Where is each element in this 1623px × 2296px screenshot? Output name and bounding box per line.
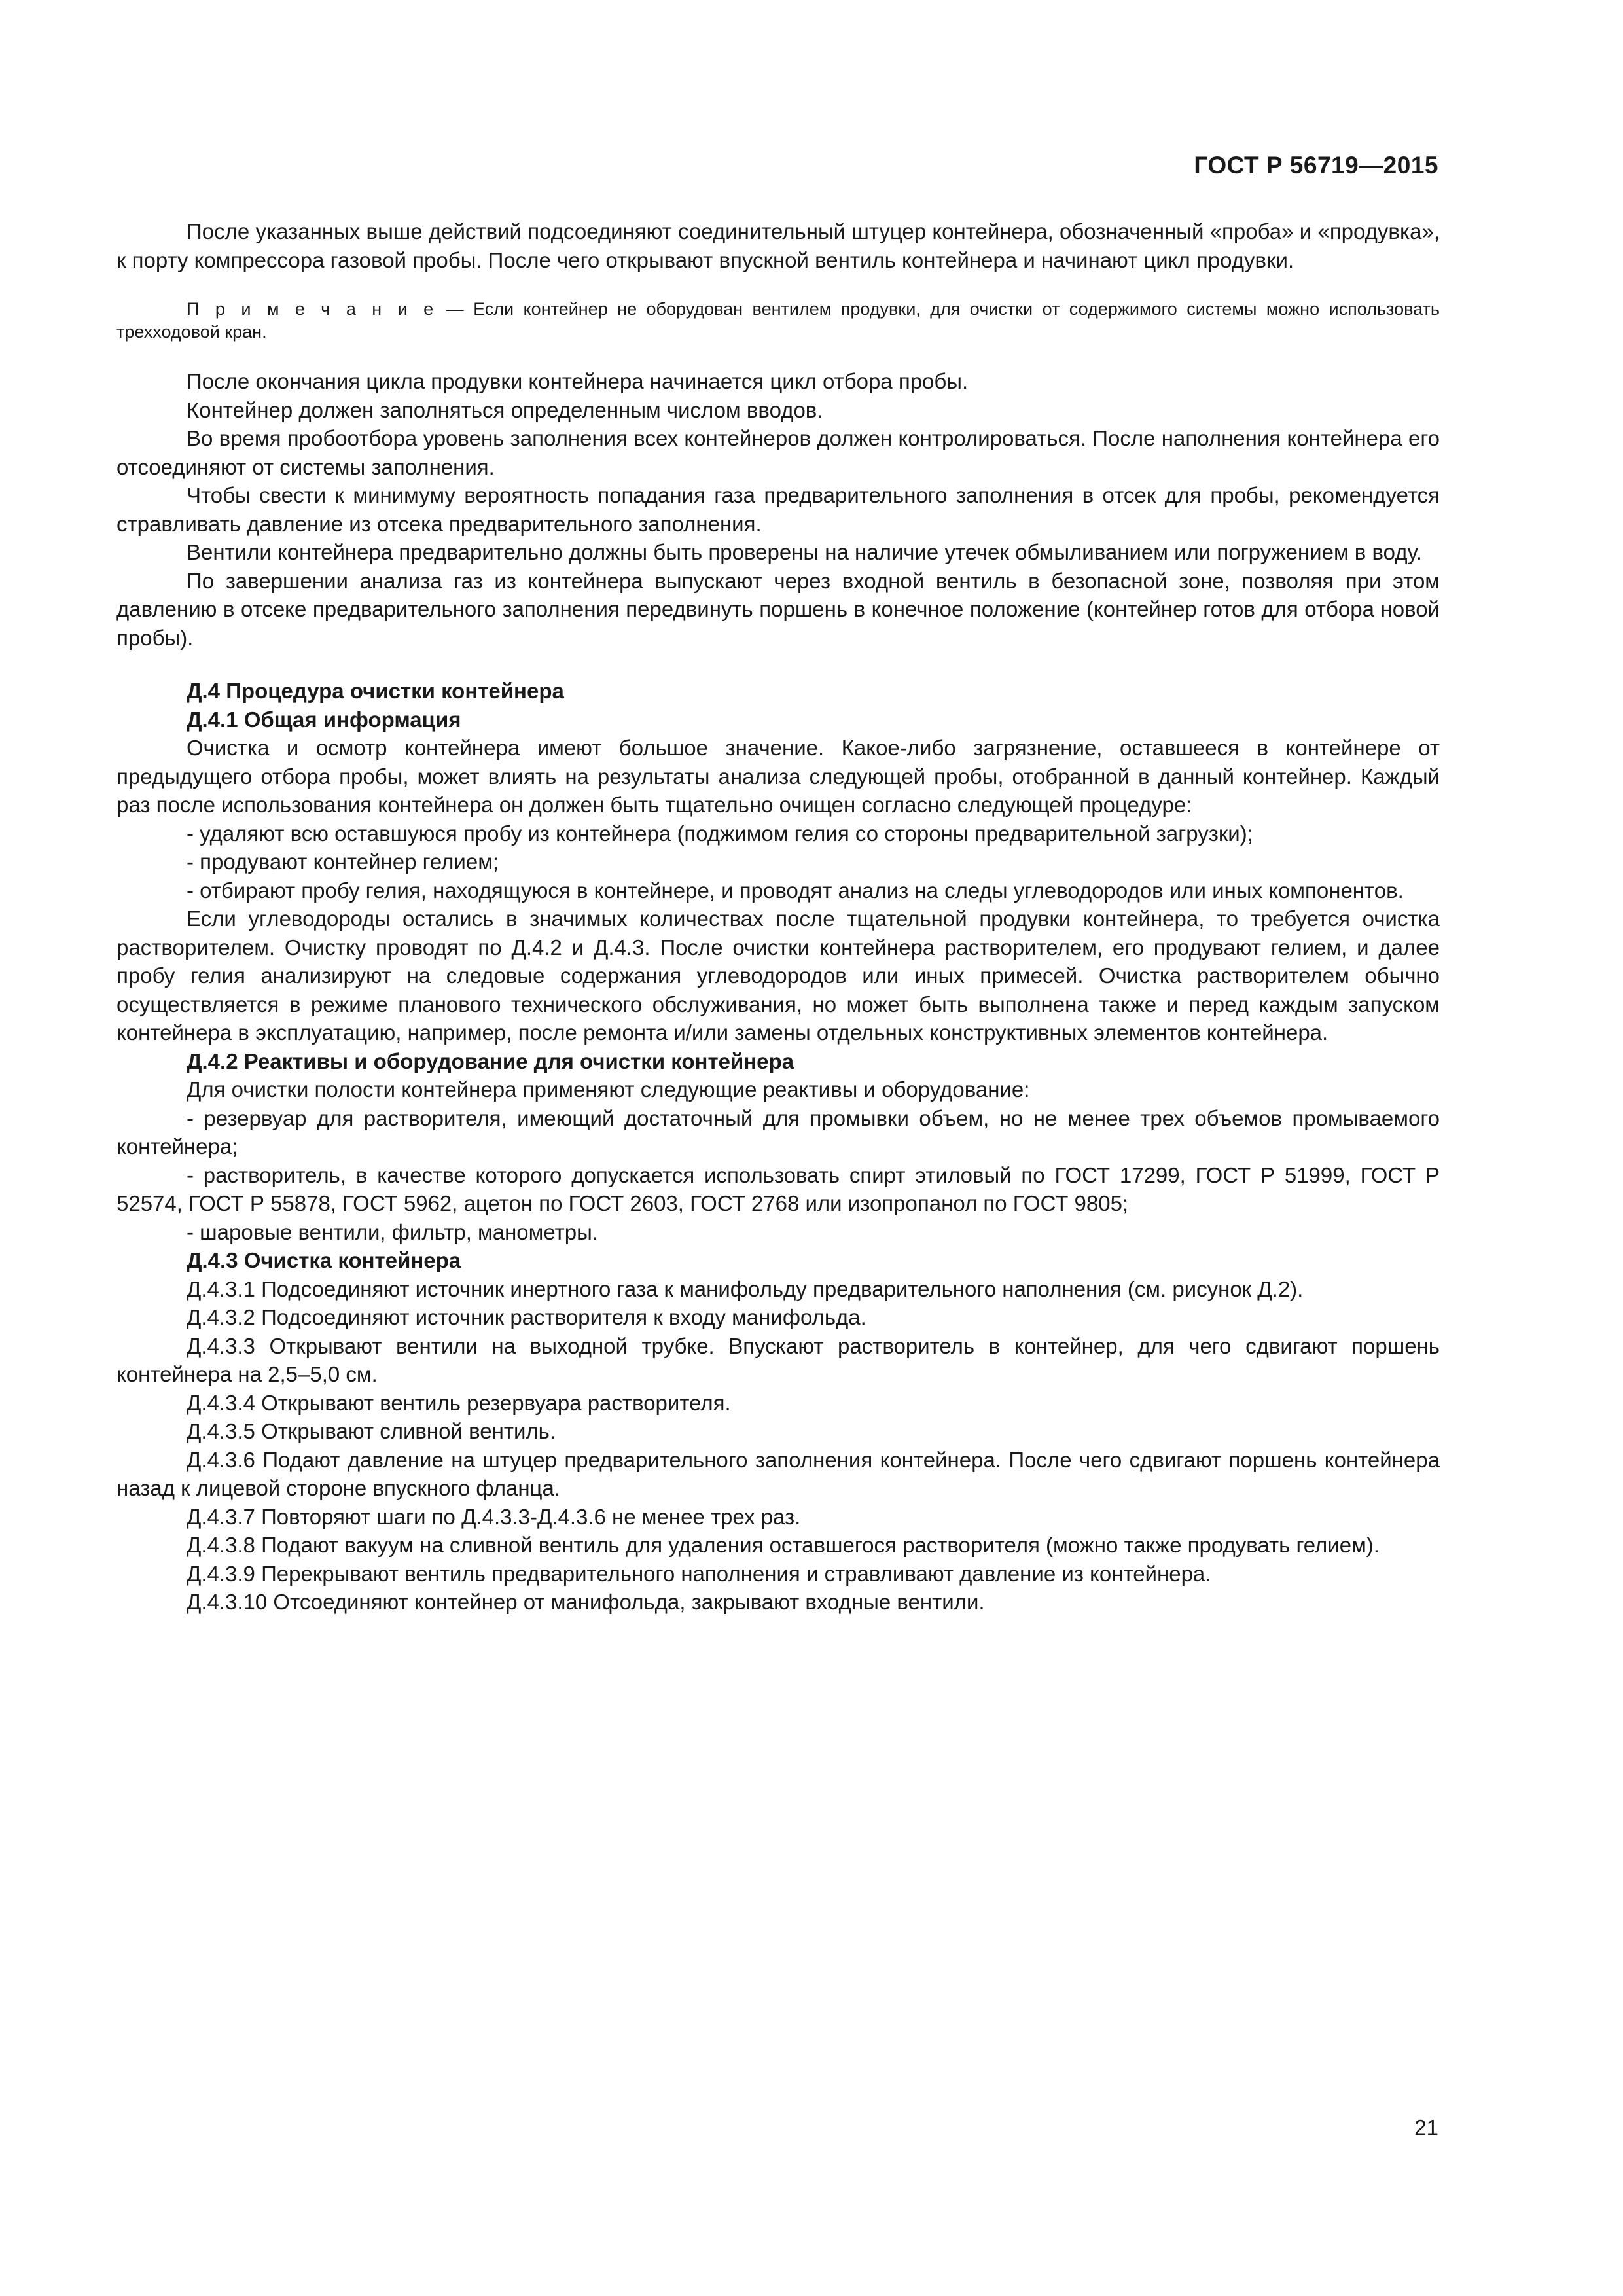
note-paragraph: [116, 298, 1440, 344]
paragraph: Если углеводороды остались в значимых количествах после тщательной продувки контейнера, то требуется очистка растворителем. Очистку проводят по Д.4.2 и Д.4.3. После очистки контейнера растворителем, его продувают гелием, и далее пробу гелия анализируют на следовые содержания углеводородов или иных примесей. Очистка растворителем обычно осуществляется в режиме планового технического обслуживания, но может быть выполнена также и перед каждым запуском контейнера в эксплуатацию, например, после ремонта и/или замены отдельных конструктивных элементов контейнера.: [116, 906, 1440, 1045]
document-code-header: ГОСТ Р 56719—2015: [1194, 152, 1438, 179]
note-label: П р и м е ч а н и е: [187, 299, 437, 319]
subsection-heading: Д.4.3 Очистка контейнера: [187, 1248, 461, 1272]
subsection-heading: Д.4.2 Реактивы и оборудование для очистки контейнера: [187, 1049, 794, 1073]
list-item: - шаровые вентили, фильтр, манометры.: [187, 1219, 598, 1244]
subsection-heading: Д.4.1 Общая информация: [187, 707, 461, 732]
paragraph: Очистка и осмотр контейнера имеют большое значение. Какое-либо загрязнение, оставшееся в контейнере от предыдущего отбора пробы, может влиять на результаты анализа следующей пробы, отобранной в данный контейнер. Каждый раз после использования контейнера он должен быть тщательно очищен согласно следующей процедуре:: [116, 736, 1440, 817]
list-item: - продувают контейнер гелием;: [187, 850, 499, 874]
document-body: [116, 217, 1440, 1617]
list-item: - резервуар для растворителя, имеющий достаточный для промывки объем, но не менее трех объемов промываемого контейнера;: [116, 1105, 1440, 1158]
paragraph: Для очистки полости контейнера применяют следующие реактивы и оборудование:: [187, 1077, 1030, 1102]
step-item: Д.4.3.6 Подают давление на штуцер предварительного заполнения контейнера. После чего сдвигают поршень контейнера назад к лицевой стороне впускного фланца.: [116, 1447, 1440, 1500]
paragraph: После указанных выше действий подсоединяют соединительный штуцер контейнера, обозначенный «проба» и «продувка», к порту компрессора газовой пробы. После чего открывают впускной вентиль контейнера и начинают цикл продувки.: [116, 219, 1440, 272]
step-item: Д.4.3.8 Подают вакуум на сливной вентиль для удаления оставшегося растворителя (можно также продувать гелием).: [187, 1533, 1380, 1557]
step-item: Д.4.3.3 Открывают вентили на выходной трубке. Впускают растворитель в контейнер, для чего сдвигают поршень контейнера на 2,5–5,0 см.: [116, 1333, 1440, 1386]
step-item: Д.4.3.1 Подсоединяют источник инертного газа к манифольду предварительного наполнения (см. рисунок Д.2).: [187, 1276, 1304, 1301]
step-item: Д.4.3.7 Повторяют шаги по Д.4.3.3-Д.4.3.6 не менее трех раз.: [187, 1504, 801, 1529]
page-number: 21: [1414, 2115, 1438, 2140]
paragraph: Чтобы свести к минимуму вероятность попадания газа предварительного заполнения в отсек для пробы, рекомендуется стравливать давление из отсека предварительного заполнения.: [116, 483, 1440, 536]
paragraph: Во время пробоотбора уровень заполнения всех контейнеров должен контролироваться. После наполнения контейнера его отсоединяют от системы заполнения.: [116, 426, 1440, 479]
paragraph: По завершении анализа газ из контейнера выпускают через входной вентиль в безопасной зоне, позволяя при этом давлению в отсеке предварительного заполнения передвинуть поршень в конечное положение (контейнер готов для отбора новой пробы).: [116, 568, 1440, 650]
section-heading: Д.4 Процедура очистки контейнера: [187, 679, 564, 703]
list-item: - растворитель, в качестве которого допускается использовать спирт этиловый по ГОСТ 17299, ГОСТ Р 51999, ГОСТ Р 52574, ГОСТ Р 55878, ГОСТ 5962, ацетон по ГОСТ 2603, ГОСТ 2768 или изопропанол по ГОСТ 9805;: [116, 1162, 1440, 1215]
step-item: Д.4.3.5 Открывают сливной вентиль.: [187, 1419, 556, 1443]
step-item: Д.4.3.4 Открывают вентиль резервуара растворителя.: [187, 1390, 731, 1415]
step-item: Д.4.3.2 Подсоединяют источник растворителя к входу манифольда.: [187, 1305, 866, 1329]
step-item: Д.4.3.9 Перекрывают вентиль предварительного наполнения и стравливают давление из контейнера.: [187, 1561, 1211, 1586]
paragraph: Вентили контейнера предварительно должны быть проверены на наличие утечек обмыливанием или погружением в воду.: [187, 540, 1422, 564]
list-item: - отбирают пробу гелия, находящуюся в контейнере, и проводят анализ на следы углеводородов или иных компонентов.: [187, 878, 1404, 903]
step-item: Д.4.3.10 Отсоединяют контейнер от манифольда, закрывают входные вентили.: [187, 1590, 985, 1614]
paragraph: Контейнер должен заполняться определенным числом вводов.: [187, 397, 823, 422]
note-text: — Если контейнер не оборудован вентилем продувки, для очистки от содержимого системы можно использовать трехходовой кран.: [116, 299, 1440, 342]
paragraph: После окончания цикла продувки контейнера начинается цикл отбора пробы.: [187, 369, 969, 393]
list-item: - удаляют всю оставшуюся пробу из контейнера (поджимом гелия со стороны предварительной загрузки);: [187, 821, 1253, 846]
